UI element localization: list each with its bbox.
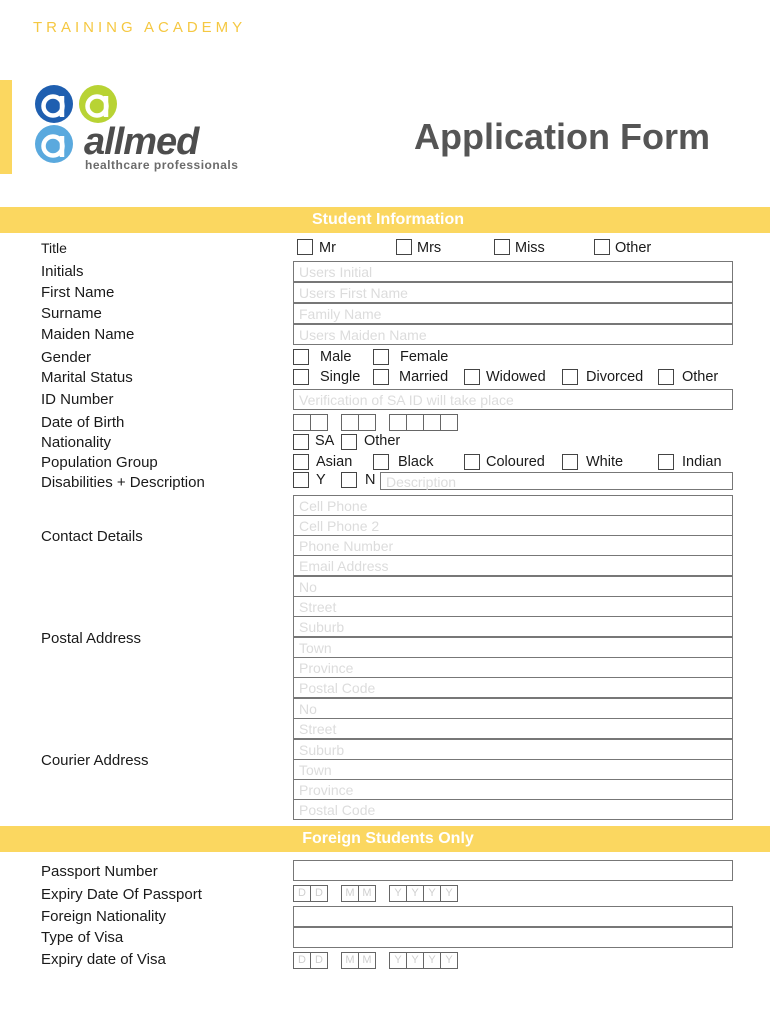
visa-expiry-month-digit[interactable]: M: [358, 952, 376, 969]
checkbox-title-mr[interactable]: [297, 239, 313, 255]
checkbox-marital-widowed[interactable]: [464, 369, 480, 385]
option-label: Female: [400, 349, 449, 365]
placeholder: Province: [299, 782, 354, 798]
label-id-number: ID Number: [41, 391, 114, 408]
checkbox-nationality-other[interactable]: [341, 434, 357, 450]
visa-expiry-day-digit[interactable]: D: [293, 952, 311, 969]
passport-number-input[interactable]: [293, 860, 733, 881]
postal-province-input[interactable]: [293, 657, 733, 678]
option-label: Y: [316, 472, 326, 488]
placeholder: Verification of SA ID will take place: [299, 392, 514, 408]
placeholder: Street: [299, 599, 337, 615]
postal-no-input[interactable]: [293, 576, 733, 597]
label-visa-expiry: Expiry date of Visa: [41, 951, 166, 968]
email-address-input[interactable]: [293, 555, 733, 576]
accent-bar: [0, 80, 12, 174]
courier-province-input[interactable]: [293, 779, 733, 800]
courier-suburb-input[interactable]: [293, 739, 733, 760]
option-label: Single: [320, 369, 361, 385]
option-label: Married: [399, 369, 449, 385]
passport-expiry-year-digit[interactable]: Y: [440, 885, 458, 902]
label-disabilities: Disabilities + Description: [41, 474, 205, 491]
id-number-input[interactable]: [293, 389, 733, 410]
placeholder: Province: [299, 660, 354, 676]
option-label: Other: [364, 433, 401, 449]
visa-expiry-month-digit[interactable]: M: [341, 952, 359, 969]
label-postal-address: Postal Address: [41, 630, 142, 647]
option-label: Indian: [682, 454, 722, 470]
placeholder: Postal Code: [299, 680, 376, 696]
placeholder: Cell Phone: [299, 498, 368, 514]
placeholder: Suburb: [299, 619, 345, 635]
label-maiden-name: Maiden Name: [41, 326, 135, 343]
courier-street-input[interactable]: [293, 718, 733, 739]
disability-description-input[interactable]: [380, 472, 733, 490]
label-population-group: Population Group: [41, 454, 158, 471]
section-student-information: [0, 207, 770, 233]
placeholder: Town: [299, 640, 332, 656]
label-gender: Gender: [41, 349, 92, 366]
checkbox-marital-other[interactable]: [658, 369, 674, 385]
courier-town-input[interactable]: [293, 759, 733, 780]
visa-type-input[interactable]: [293, 927, 733, 948]
placeholder: Town: [299, 762, 332, 778]
option-label: Mrs: [417, 240, 442, 256]
passport-expiry-day-digit[interactable]: D: [310, 885, 328, 902]
brand-name: allmed: [84, 121, 199, 163]
label-passport-expiry: Expiry Date Of Passport: [41, 886, 202, 903]
visa-expiry-day-digit[interactable]: D: [310, 952, 328, 969]
courier-no-input[interactable]: [293, 698, 733, 719]
visa-expiry-year-digit[interactable]: Y: [406, 952, 424, 969]
placeholder: Email Address: [299, 558, 389, 574]
checkbox-population-black[interactable]: [373, 454, 389, 470]
passport-expiry-month-digit[interactable]: M: [341, 885, 359, 902]
option-label: Widowed: [486, 369, 546, 385]
page-title: Application Form: [414, 116, 710, 157]
label-foreign-nationality: Foreign Nationality: [41, 908, 167, 925]
dob-year-digit[interactable]: [389, 414, 407, 431]
initials-input[interactable]: [293, 261, 733, 282]
passport-expiry-year-digit[interactable]: Y: [423, 885, 441, 902]
postal-suburb-input[interactable]: [293, 616, 733, 637]
label-first-name: First Name: [41, 284, 115, 301]
checkbox-title-mrs[interactable]: [396, 239, 412, 255]
visa-expiry-year-digit[interactable]: Y: [389, 952, 407, 969]
brand-tagline: healthcare professionals: [85, 158, 239, 172]
checkbox-title-other[interactable]: [594, 239, 610, 255]
checkbox-gender-male[interactable]: [293, 349, 309, 365]
checkbox-population-asian[interactable]: [293, 454, 309, 470]
label-passport-number: Passport Number: [41, 863, 158, 880]
foreign-nationality-input[interactable]: [293, 906, 733, 927]
checkbox-gender-female[interactable]: [373, 349, 389, 365]
visa-expiry-year-digit[interactable]: Y: [423, 952, 441, 969]
dob-month-digit[interactable]: [358, 414, 376, 431]
checkbox-disability-yes[interactable]: [293, 472, 309, 488]
option-label: Black: [398, 454, 434, 470]
dob-year-digit[interactable]: [440, 414, 458, 431]
checkbox-nationality-sa[interactable]: [293, 434, 309, 450]
label-courier-address: Courier Address: [41, 752, 149, 769]
option-label: Asian: [316, 454, 353, 470]
label-date-of-birth: Date of Birth: [41, 414, 125, 431]
label-title: Title: [41, 240, 67, 256]
placeholder: Street: [299, 721, 337, 737]
cell-phone-2-input[interactable]: [293, 515, 733, 536]
checkbox-marital-divorced[interactable]: [562, 369, 578, 385]
checkbox-marital-married[interactable]: [373, 369, 389, 385]
checkbox-marital-single[interactable]: [293, 369, 309, 385]
placeholder: Phone Number: [299, 538, 394, 554]
maiden-name-input[interactable]: [293, 324, 733, 345]
academy-title: TRAINING ACADEMY: [33, 19, 247, 36]
option-label: Other: [615, 240, 652, 256]
option-label: Divorced: [586, 369, 644, 385]
option-label: N: [365, 472, 376, 488]
placeholder: Users First Name: [299, 285, 408, 301]
option-label: Coloured: [486, 454, 545, 470]
checkbox-title-miss[interactable]: [494, 239, 510, 255]
postal-code-input[interactable]: [293, 677, 733, 698]
placeholder: Family Name: [299, 306, 382, 322]
passport-expiry-month-digit[interactable]: M: [358, 885, 376, 902]
surname-input[interactable]: [293, 303, 733, 324]
option-label: Male: [320, 349, 352, 365]
placeholder: Postal Code: [299, 802, 376, 818]
dob-year-digit[interactable]: [423, 414, 441, 431]
label-initials: Initials: [41, 263, 84, 280]
first-name-input[interactable]: [293, 282, 733, 303]
placeholder: Cell Phone 2: [299, 518, 380, 534]
section-title: Student Information: [312, 211, 464, 228]
cell-phone-input[interactable]: [293, 495, 733, 516]
section-title: Foreign Students Only: [302, 830, 474, 847]
dob-year-digit[interactable]: [406, 414, 424, 431]
checkbox-population-indian[interactable]: [658, 454, 674, 470]
placeholder: Users Maiden Name: [299, 327, 427, 343]
label-marital-status: Marital Status: [41, 369, 133, 386]
label-contact-details: Contact Details: [41, 528, 143, 545]
option-label: Miss: [515, 240, 545, 256]
placeholder: Description: [386, 474, 457, 490]
label-nationality: Nationality: [41, 434, 112, 451]
checkbox-disability-no[interactable]: [341, 472, 357, 488]
passport-expiry-year-digit[interactable]: Y: [406, 885, 424, 902]
option-label: White: [586, 454, 624, 470]
option-label: Mr: [319, 240, 336, 256]
placeholder: Users Initial: [299, 264, 373, 280]
placeholder: No: [299, 579, 317, 595]
checkbox-population-white[interactable]: [562, 454, 578, 470]
visa-expiry-year-digit[interactable]: Y: [440, 952, 458, 969]
dob-month-digit[interactable]: [341, 414, 359, 431]
postal-street-input[interactable]: [293, 596, 733, 617]
option-label: SA: [315, 433, 335, 449]
courier-code-input[interactable]: [293, 799, 733, 820]
dob-day-digit[interactable]: [293, 414, 311, 431]
section-foreign-students: [0, 826, 770, 852]
dob-day-digit[interactable]: [310, 414, 328, 431]
placeholder: No: [299, 701, 317, 717]
label-visa-type: Type of Visa: [41, 929, 124, 946]
checkbox-population-coloured[interactable]: [464, 454, 480, 470]
phone-number-input[interactable]: [293, 535, 733, 556]
passport-expiry-year-digit[interactable]: Y: [389, 885, 407, 902]
label-surname: Surname: [41, 305, 102, 322]
placeholder: Suburb: [299, 742, 345, 758]
passport-expiry-day-digit[interactable]: D: [293, 885, 311, 902]
postal-town-input[interactable]: [293, 637, 733, 658]
option-label: Other: [682, 369, 719, 385]
